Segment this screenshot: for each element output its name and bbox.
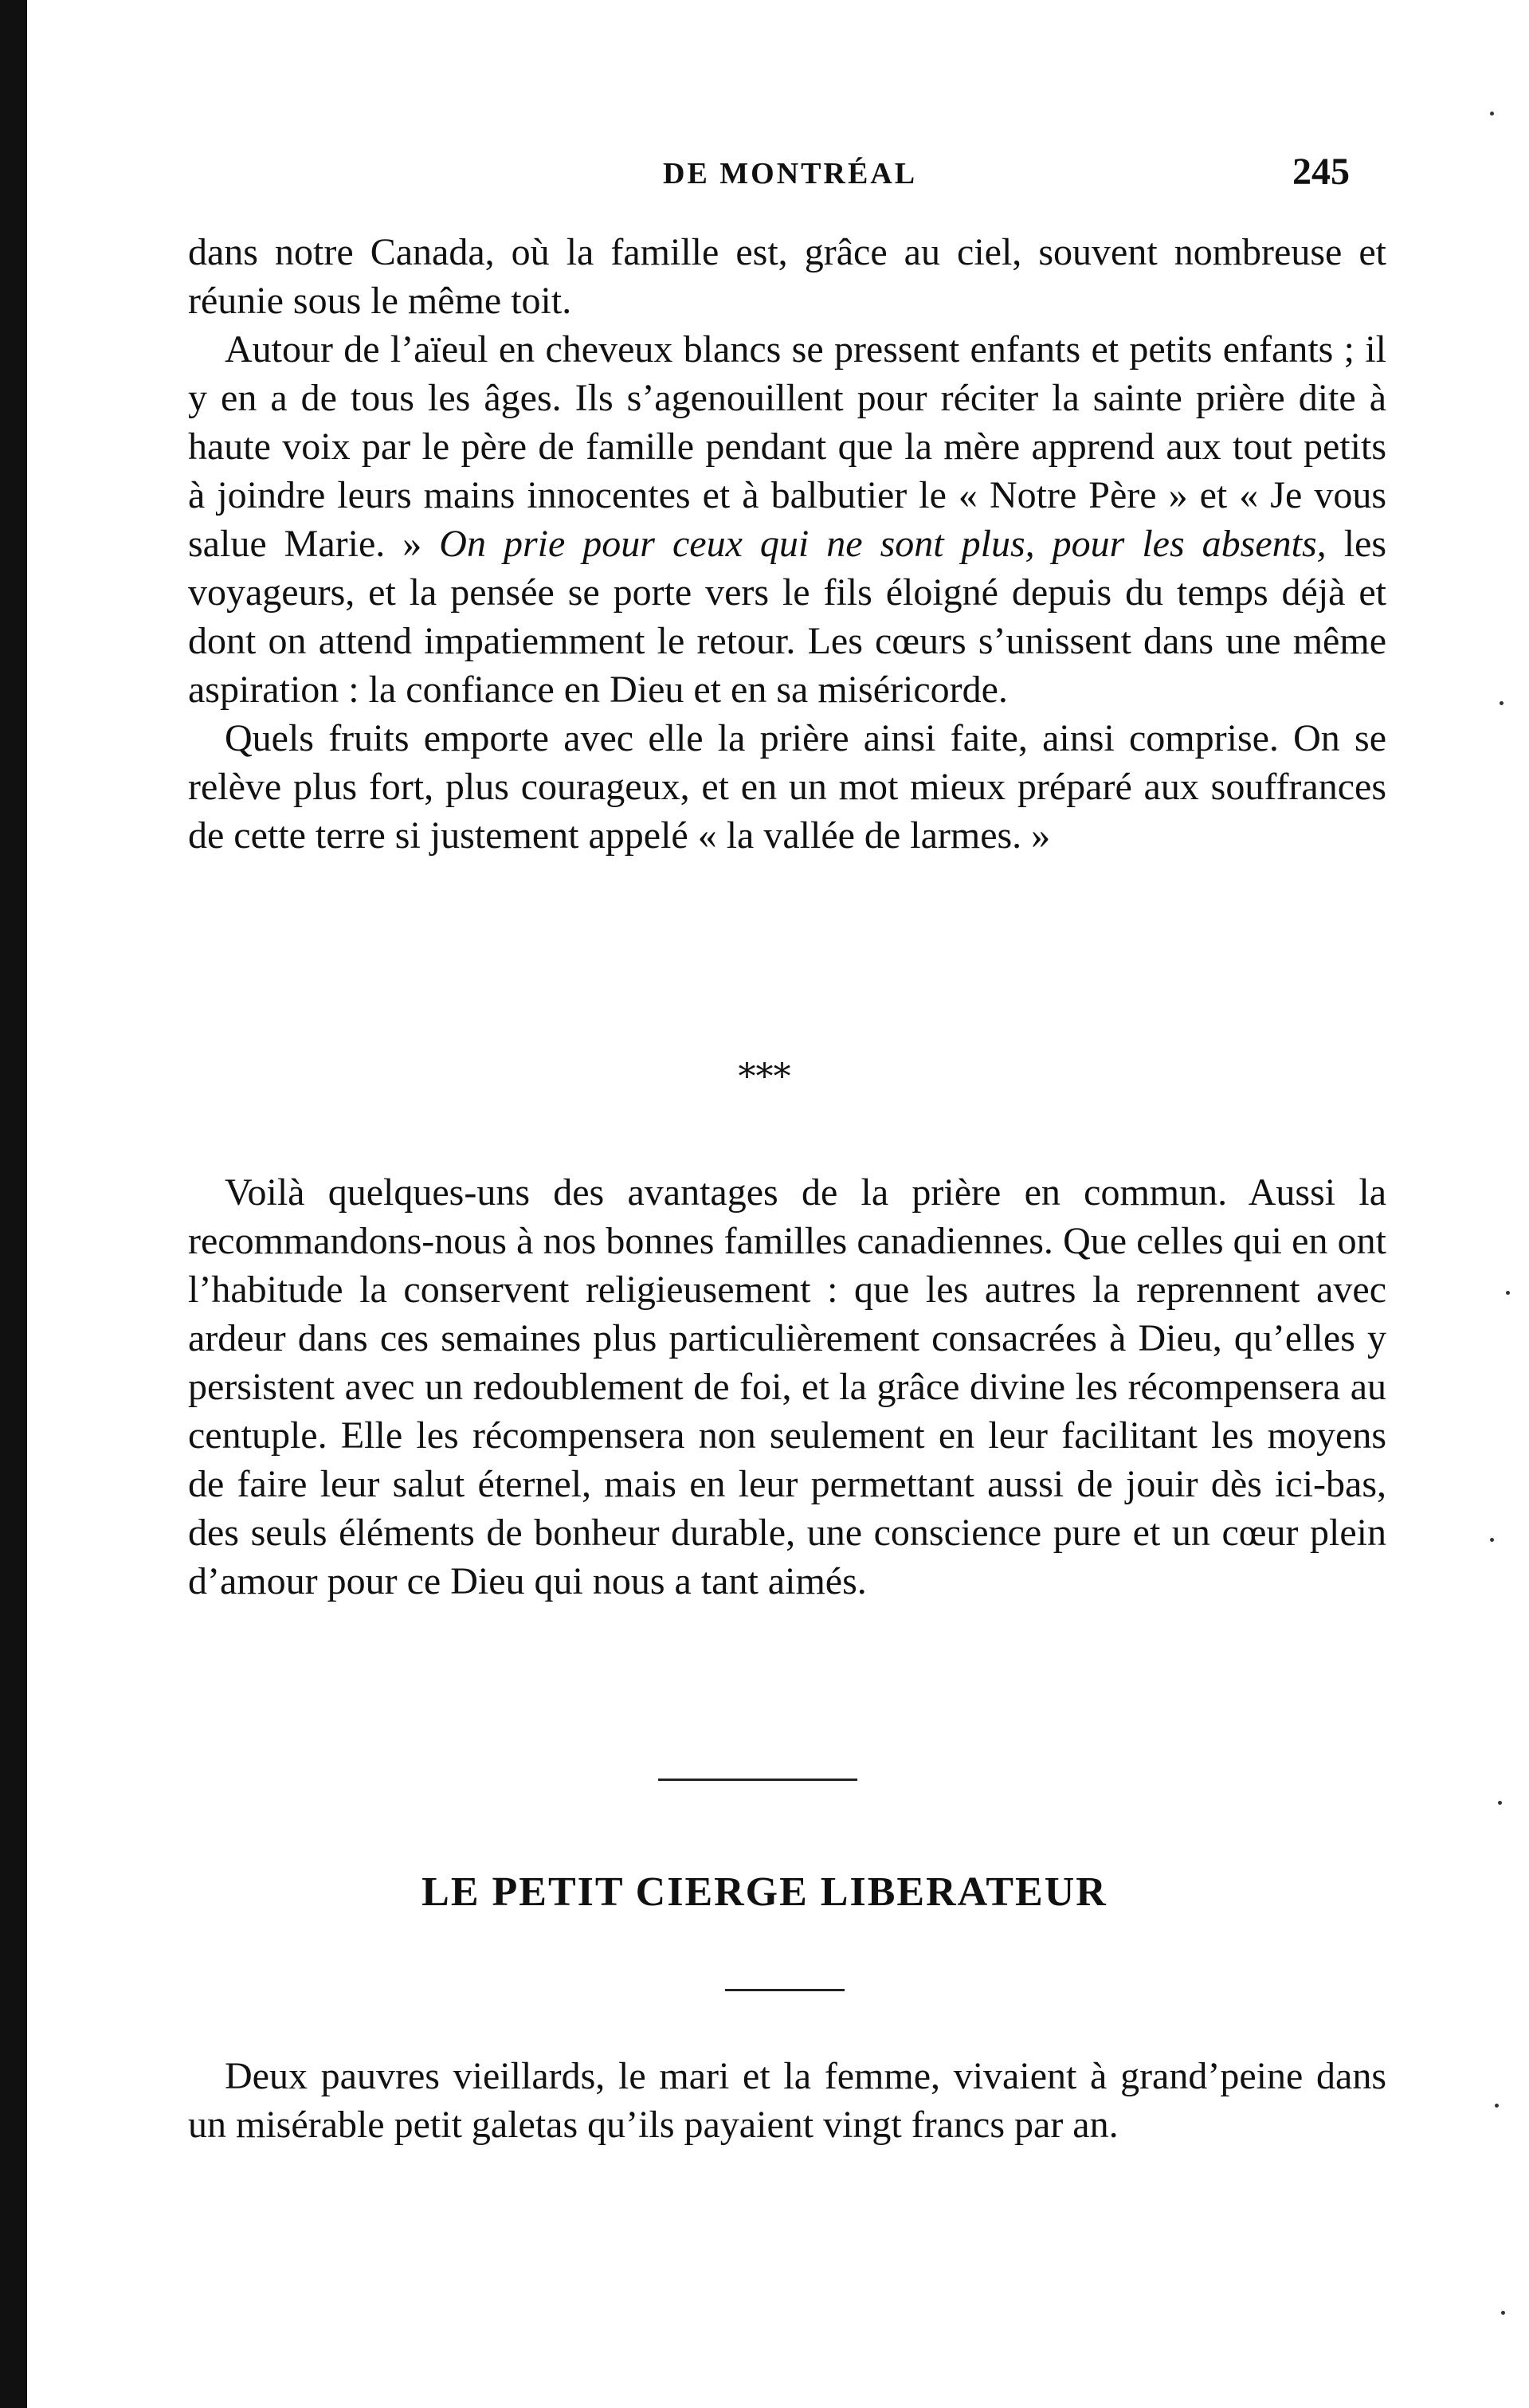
italic-text: On prie pour ceux qui ne sont plus, pour les absents, <box>439 523 1327 565</box>
paragraph-text: les voyageurs, et la pensée se porte vers le fils éloigné depuis du temps déjà et dont on attend impatiemment le retour. Les cœurs s’unissent dans une même aspiration : la confiance en Dieu et en sa miséricorde. <box>188 523 1387 711</box>
running-title: DE MONTRÉAL <box>663 157 918 190</box>
text-block-2 <box>188 1168 1386 1606</box>
scan-speck <box>1501 2311 1505 2315</box>
scan-speck <box>1495 2104 1499 2108</box>
chapter-title: LE PETIT CIERGE LIBERATEUR <box>421 1869 1108 1915</box>
scan-speck <box>1498 1801 1502 1805</box>
scan-speck <box>1490 112 1494 116</box>
paragraph: Deux pauvres vieillards, le mari et la femme, vivaient à grand’peine dans un misérable petit galetas qu’ils payaient vingt francs par an. <box>188 2055 1386 2146</box>
page-spine-shadow <box>0 0 27 2408</box>
paragraph: Voilà quelques-uns des avantages de la prière en commun. Aussi la recommandons-nous à nos bonnes familles canadiennes. Que celles qui en ont l’habitude la conservent religieusement : que les autres la reprennent avec ardeur dans ces semaines plus particulièrement consacrées à Dieu, qu’elles y persistent avec un redoublement de foi, et la grâce divine les récompensera au centuple. Elle les récompensera non seulement en leur facilitant les moyens de faire leur salut éternel, mais en leur permettant aussi de jouir dès ici-bas, des seuls éléments de bonheur durable, une conscience pure et un cœur plein d’amour pour ce Dieu qui nous a tant aimés. <box>188 1171 1386 1602</box>
page-number: 245 <box>1292 151 1350 193</box>
paragraph: Quels fruits emporte avec elle la prière ainsi faite, ainsi comprise. On se relève plus fort, plus courageux, et en un mot mieux préparé aux souffrances de cette terre si justement appelé « la vallée de larmes. » <box>188 717 1386 857</box>
running-header <box>0 151 1529 204</box>
scan-speck <box>1500 701 1504 705</box>
text-block-3 <box>188 2052 1386 2149</box>
paragraph-text: Autour de l’aïeul en cheveux blancs se pressent enfants et petits enfants ; il y en a de tous les âges. Ils s’agenouillent pour réciter la sainte prière dite à haute voix par le père de famille pendant que la mère apprend aux tout petits à joindre leurs mains innocentes et à balbutier le « Notre Père » et « Je vous salue Marie. » <box>188 328 1386 565</box>
paragraph: dans notre Canada, où la famille est, grâce au ciel, souvent nombreuse et réunie sous le même toit. <box>188 231 1386 322</box>
section-separator: *** <box>738 1057 791 1097</box>
title-rule <box>725 1989 845 1991</box>
section-rule <box>658 1779 857 1781</box>
text-block-1 <box>188 228 1386 860</box>
paragraph <box>188 325 1386 714</box>
scan-speck <box>1490 1538 1494 1542</box>
scan-speck <box>1506 1291 1510 1295</box>
